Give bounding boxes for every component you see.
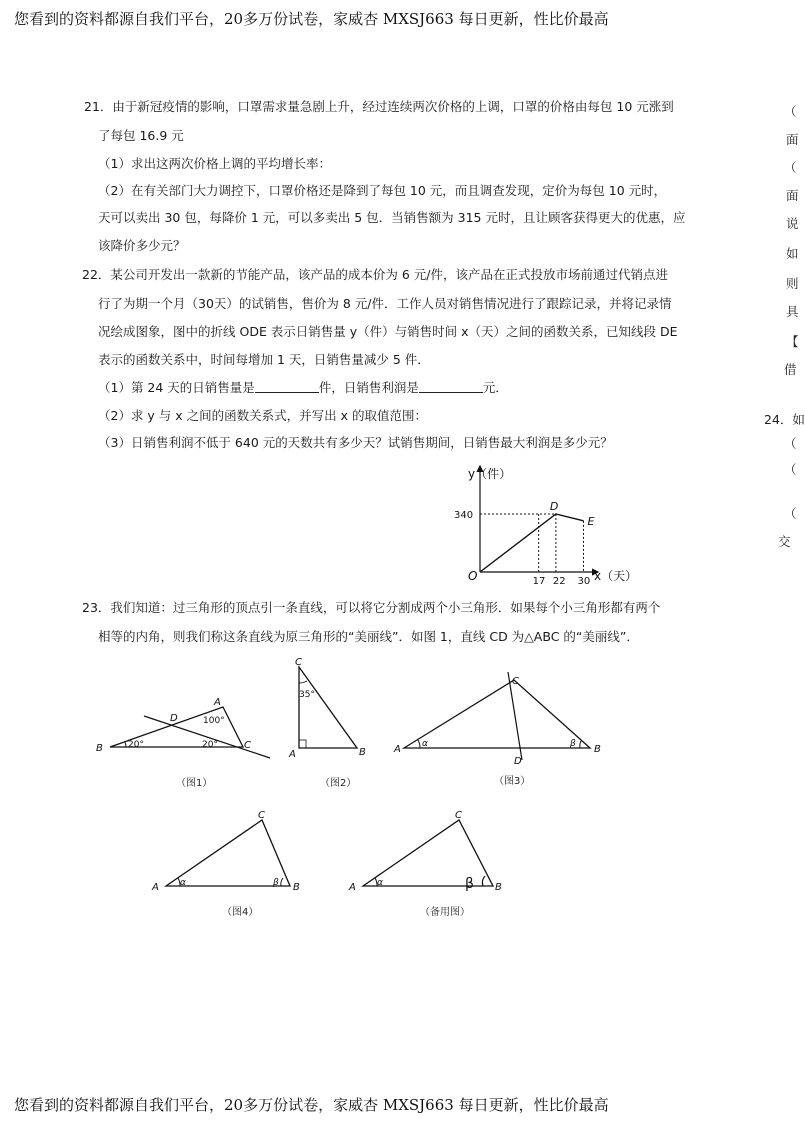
x-tick-22: 22 [552,576,566,587]
y-tick-340: 340 [454,510,474,521]
fig3-caption: （图3） [494,776,531,787]
fig1-label-A: A [214,697,221,708]
side-fragment: （ [784,160,797,175]
fig4-label-C: C [258,810,265,821]
fig4-caption: （图4） [222,907,259,918]
fig2-label-A: A [289,749,296,760]
fig3-label-C: C [512,676,519,687]
fig1-label-C: C [244,740,251,751]
fig5-caption: （备用图） [420,907,470,918]
fig1-angle-A: 100° [203,716,225,726]
q22-part-1-a: （1）第 24 天的日销售量是 [98,380,255,395]
side-fragment: 交 [778,534,791,549]
sales-chart [440,458,650,590]
q21-line-2: 了每包 16.9 元 [98,128,184,143]
fig3-label-B: B [594,744,601,755]
figure-4 [148,808,308,900]
side-fragment: 24．如 [764,412,805,427]
y-axis-label: y（件） [468,467,512,481]
side-fragment: 则 [786,276,799,291]
q23-line-1: 23．我们知道：过三角形的顶点引一条直线，可以将它分割成两个小三角形．如果每个小三角形都有两个 [82,600,661,615]
side-fragment: （ [784,462,797,477]
origin-label: O [468,569,478,583]
fig5-label-A: A [349,882,356,893]
fig3-alpha: α [422,739,428,749]
fig5-alpha: α [377,878,383,888]
q21-part-1: （1）求出这两次价格上调的平均增长率： [98,156,331,171]
side-fragment: 面 [786,132,799,147]
fig1-label-D: D [170,713,178,724]
side-fragment: （ [784,506,797,521]
fig5-label-B: B [495,882,502,893]
q21-line-5: 天可以卖出 30 包，每降价 1 元，可以多卖出 5 包．当销售额为 315 元时，且让顾客获得更大的优惠，应 [98,210,686,225]
x-tick-30: 30 [577,576,591,587]
side-fragment: （ [784,436,797,451]
fig2-label-C: C [295,657,302,668]
side-fragment: 面 [786,188,799,203]
answer-blank-profit[interactable] [419,380,483,393]
figure-2 [285,655,375,765]
fig4-label-A: A [152,882,159,893]
fig2-angle: 35° [299,690,315,700]
figure-1 [90,690,280,770]
fig2-caption: （图2） [320,778,357,789]
side-fragment: 如 [786,246,799,261]
q22-part-1-b: 件，日销售利润是 [318,380,419,395]
top-banner: 您看到的资料都源自我们平台，20多万份试卷，家威杏 MXSJ663 每日更新，性比价最高 [14,10,609,28]
figure-5 [345,808,515,900]
q22-part-3: （3）日销售利润不低于 640 元的天数共有多少天？试销售期间，日销售最大利润是多少元？ [98,435,613,450]
fig5-beta: β [465,876,474,892]
q21-line-1: 21．由于新冠疫情的影响，口罩需求量急剧上升，经过连续两次价格的上调，口罩的价格由每包 10 元涨到 [84,99,674,114]
q22-line-3: 况绘成图象，图中的折线 ODE 表示日销售量 y（件）与销售时间 x（天）之间的函数关系，已知线段 DE [98,324,678,339]
side-fragment: 【 [786,334,799,349]
side-fragment: 说 [786,216,799,231]
side-fragment: 具 [786,304,799,319]
q22-part-1-c: 元． [482,380,508,395]
answer-blank-sales[interactable] [255,380,319,393]
q22-line-2: 行了为期一个月（30天）的试销售，售价为 8 元/件．工作人员对销售情况进行了跟踪记录，并将记录情 [98,296,672,311]
q21-line-6: 该降价多少元？ [98,238,186,253]
side-fragment: 借 [784,362,797,377]
fig4-beta: β [273,878,279,888]
fig5-label-C: C [455,810,462,821]
fig3-beta: β [570,739,576,749]
x-axis-label: x（天） [594,569,638,583]
fig3-label-A: A [394,744,401,755]
bottom-banner: 您看到的资料都源自我们平台，20多万份试卷，家威杏 MXSJ663 每日更新，性比价最高 [14,1096,609,1114]
fig3-label-D: D [514,756,522,767]
q23-line-2: 相等的内角，则我们称这条直线为原三角形的“美丽线”．如图 1，直线 CD 为△ABC 的“美丽线”． [98,629,639,644]
q22-part-2: （2）求 y 与 x 之间的函数关系式，并写出 x 的取值范围： [98,408,427,423]
fig4-label-B: B [293,882,300,893]
fig4-alpha: α [180,878,186,888]
fig1-angle-C: 20° [202,740,218,750]
point-label-E: E [587,514,595,528]
figure-3 [390,668,610,768]
side-fragment: （ [784,104,797,119]
x-tick-17: 17 [532,576,546,587]
q21-part-2: （2）在有关部门大力调控下，口罩价格还是降到了每包 10 元，而且调查发现，定价为每包 10 元时， [98,183,667,198]
fig1-angle-B: 20° [128,740,144,750]
q22-line-4: 表示的函数关系中，时间每增加 1 天，日销售量减少 5 件． [98,352,430,367]
fig1-label-B: B [96,743,103,754]
series-line-ODE [480,514,584,572]
fig1-caption: （图1） [176,778,213,789]
point-label-D: D [549,500,559,513]
q22-part-1 [98,378,508,396]
fig2-label-B: B [359,747,366,758]
q22-line-1: 22．某公司开发出一款新的节能产品，该产品的成本价为 6 元/件，该产品在正式投放市场前通过代销点进 [82,267,669,282]
